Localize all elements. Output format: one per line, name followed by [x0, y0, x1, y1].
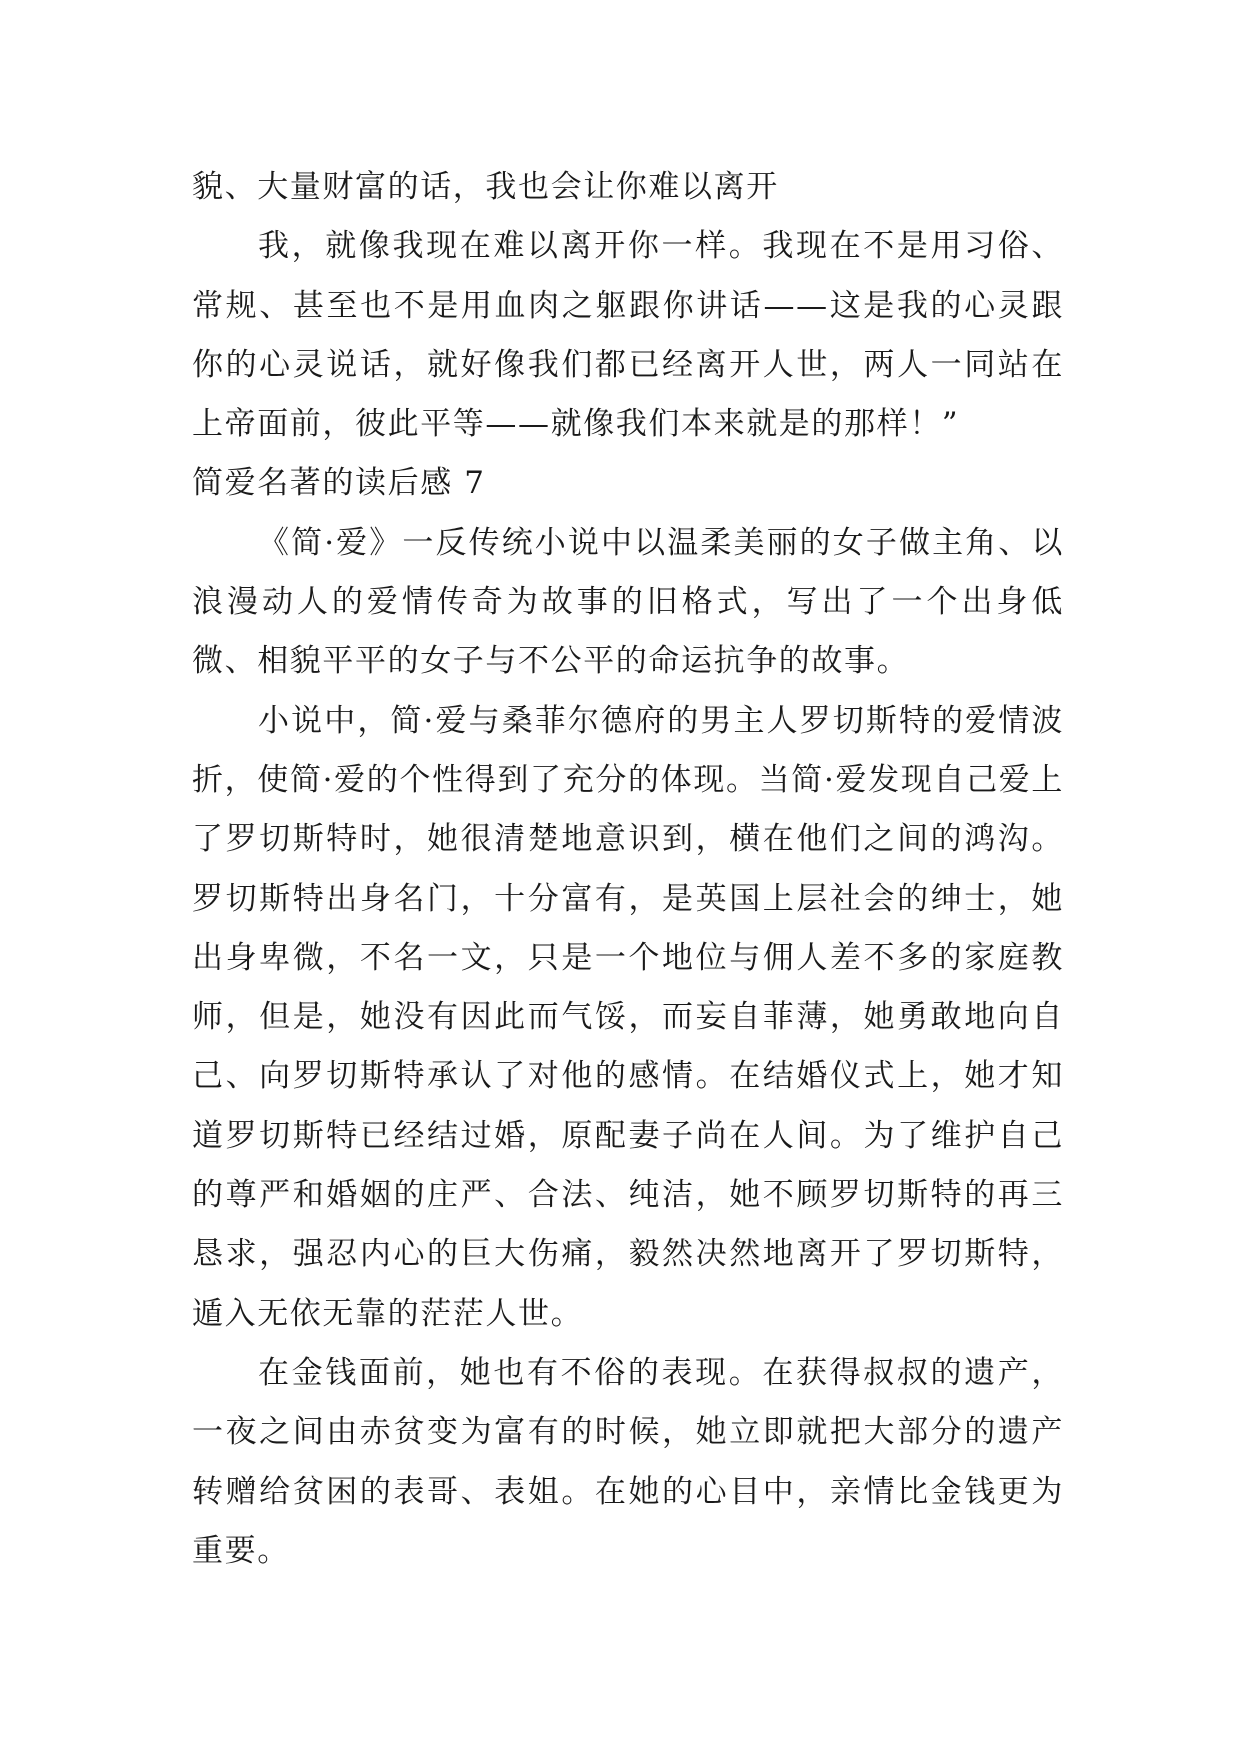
- paragraph-quote: 我，就像我现在难以离开你一样。我现在不是用习俗、常规、甚至也不是用血肉之躯跟你讲话——这是我的心灵跟你的心灵说话，就好像我们都已经离开人世，两人一同站在上帝面前，彼此平等——就像我们本来就是的那样！”: [192, 228, 1064, 443]
- paragraph-1: 《简·爱》一反传统小说中以温柔美丽的女子做主角、以浪漫动人的爱情传奇为故事的旧格式，写出了一个出身低微、相貌平平的女子与不公平的命运抗争的故事。: [192, 524, 1064, 680]
- paragraph-2: 小说中，简·爱与桑菲尔德府的男主人罗切斯特的爱情波折，使简·爱的个性得到了充分的体现。当简·爱发现自己爱上了罗切斯特时，她很清楚地意识到，横在他们之间的鸿沟。罗切斯特出身名门，十分富有，是英国上层社会的绅士，她出身卑微，不名一文，只是一个地位与佣人差不多的家庭教师，但是，她没有因此而气馁，而妄自菲薄，她勇敢地向自己、向罗切斯特承认了对他的感情。在结婚仪式上，她才知道罗切斯特已经结过婚，原配妻子尚在人间。为了维护自己的尊严和婚姻的庄严、合法、纯洁，她不顾罗切斯特的再三恳求，强忍内心的巨大伤痛，毅然决然地离开了罗切斯特，遁入无依无靠的茫茫人世。: [192, 702, 1064, 1332]
- section-title: 简爱名著的读后感 7: [192, 465, 486, 502]
- document-body: [192, 158, 1064, 1581]
- paragraph-continuation: 貌、大量财富的话，我也会让你难以离开: [192, 169, 779, 205]
- paragraph-3: 在金钱面前，她也有不俗的表现。在获得叔叔的遗产，一夜之间由赤贫变为富有的时候，她立即就把大部分的遗产转赠给贫困的表哥、表姐。在她的心目中，亲情比金钱更为重要。: [192, 1354, 1064, 1569]
